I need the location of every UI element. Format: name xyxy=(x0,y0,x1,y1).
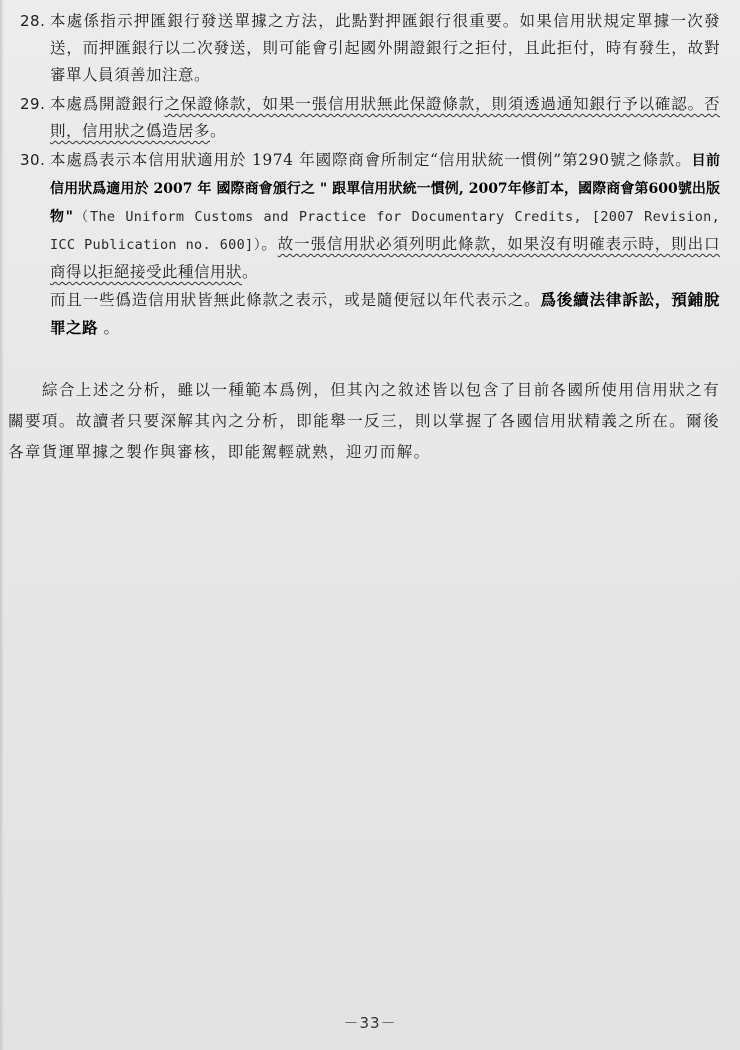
note-addendum xyxy=(50,286,720,342)
note-item xyxy=(20,91,720,145)
inserted-revision-text: 目前信用狀爲適用於 2007 年 國際商會頒行之 " 跟單信用狀統一慣例, 2007年修訂本，國際商會第600號出版物" xyxy=(50,153,720,225)
summary-paragraph: 綜合上述之分析，雖以一種範本爲例，但其內之敘述皆以包含了目前各國所使用信用狀之有關要項。故讀者只要深解其內之分析，即能舉一反三，則以掌握了各國信用狀精義之所在。爾後各章貨運單據之製作與審核，即能駕輕就熟，迎刃而解。 xyxy=(8,381,720,461)
note-segment: 。 xyxy=(261,235,278,253)
note-number: 28. xyxy=(20,12,46,30)
note-segment: 。 xyxy=(98,319,120,337)
handwritten-underline-text: 故一張信用狀必須列明此條款，如果沒有明確表示時，則出口商得以拒絕接受此種信用狀 xyxy=(50,235,720,281)
note-segment: 。 xyxy=(210,122,227,140)
note-text xyxy=(50,147,720,286)
note-segment: 。 xyxy=(242,263,259,281)
note-item xyxy=(20,147,720,342)
note-segment: 本處爲表示本信用狀適用於 1974 年國際商會所制定“信用狀統一慣例”第290號之條款。 xyxy=(50,151,692,169)
note-item xyxy=(20,8,720,89)
note-segment: 而且一些僞造信用狀皆無此條款之表示，或是隨便冠以年代表示之。 xyxy=(50,291,541,309)
note-text xyxy=(50,91,720,145)
note-segment: 本處係指示押匯銀行發送單據之方法，此點對押匯銀行很重要。如果信用狀規定單據一次發送，而押匯銀行以二次發送，則可能會引起國外開證銀行之拒付，且此拒付，時有發生，故對審單人員須善加注意。 xyxy=(50,12,720,84)
page-number: －33－ xyxy=(343,1014,397,1032)
note-number: 29. xyxy=(20,95,46,113)
english-reference-text: （The Uniform Customs and Practice for Documentary Credits, [2007 Revision, ICC Publication no. 600]） xyxy=(50,209,720,253)
note-segment: 本處爲開證銀行 xyxy=(50,95,165,113)
notes-section xyxy=(20,8,720,344)
inserted-revision-text: 爲後續法律訴訟，預鋪脫罪之路 xyxy=(50,290,720,337)
note-number: 30. xyxy=(20,151,46,169)
note-text xyxy=(50,8,720,89)
handwritten-underline-text: 之保證條款，如果一張信用狀無此保證條款，則須透過通知銀行予以確認。否則，信用狀之僞造居多 xyxy=(50,95,720,140)
